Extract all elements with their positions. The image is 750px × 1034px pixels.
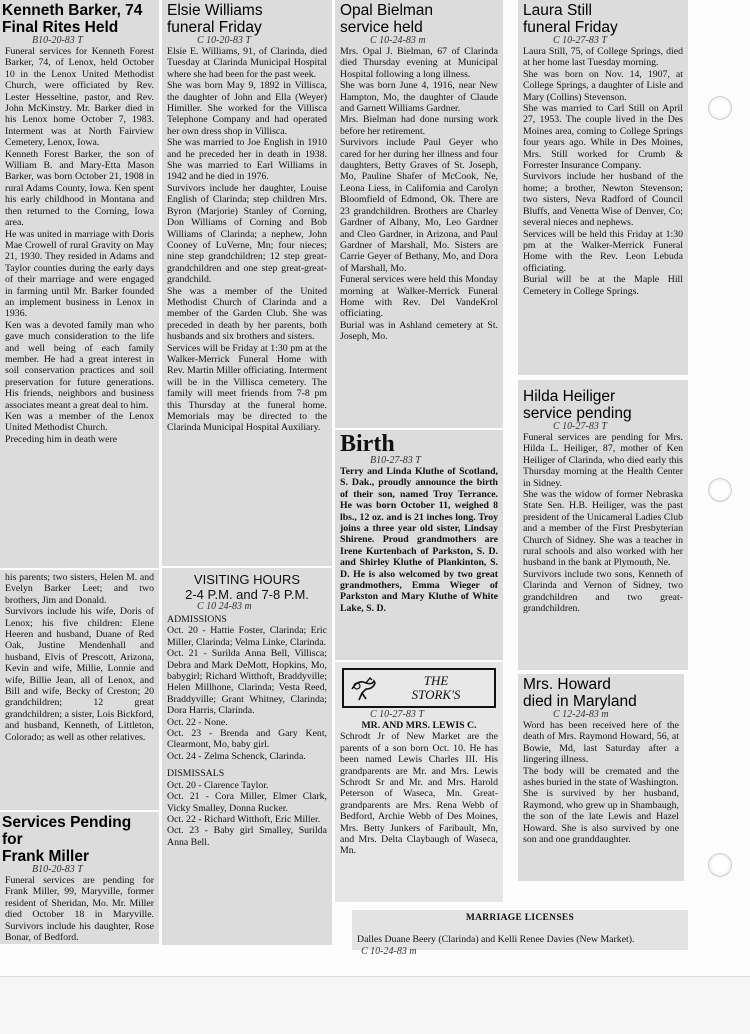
williams-body: Elsie E. Williams, 91, of Clarinda, died Tuesday at Clarinda Municipal Hospital where she had been for the past week. She was born May 9, 1892 in Villisca, the daughter of John and Ella (Weyer) Himiller. She worked for the Villisca Telephone Company and had operated her own dress shop in Villisca. She was married to Joe English in 1910 and he preceded her in death in 1938. She was married to Earl Williams in 1942 and he died in 1976. Survivors include her daughter, Louise English of Clarinda; step children Mrs. Byron (Marjorie) Stanley of Corning, Don Williams of Corning and Bob Williams of Clarinda; a nephew, John Cooney of LuVerne, Mn; four nieces; nine step grandchildren; 12 step great-grandchildren and one step great-great-grandchild. She was a member of the United Methodist Church of Clarinda and a member of the Garden Club. She was preceded in death by her parents, both husbands and six brothers and sisters. Services will be Friday at 1:30 pm at the Walker-Merrick Funeral Home with Rev. Martin Miller officiating. Interment will be in the Villisca cemetery. The family will meet friends from 7-8 pm this Thursday at the funeral home. Memorials may be directed to the Clarinda Municipal Hospital Auxiliary. — [167, 46, 327, 434]
heiliger-body: Funeral services are pending for Mrs. Hilda L. Heiliger, 87, mother of Ken Heiliger of Clarinda, who died early this Thursday morning at the Health Center in Sidney. She was the widow of former Nebraska State Sen. H.B. Heiliger, was the past president of the Unicameral Ladies Club and a member of the First Presbyterian Church of Sidney. She was a teacher in rural schools and also worked with her husband in the bank at Plymouth, Ne. Survivors include two sons, Kenneth of Clarinda and Vernon of Sidney, two grandchildren and two great-grandchildren. — [523, 432, 683, 615]
williams-headline-1: Elsie Williams — [167, 2, 263, 19]
still-body: Laura Still, 75, of College Springs, died at her home last Tuesday morning. She was born on Nov. 14, 1907, at College Springs, a daughter of Lisle and Mary (Collins) Stevenson. She was married to Carl Still on April 27, 1953. The couple lived in the Des Moines area, coming to College Springs four years ago. While in Des Moines, Mrs. Still worked for Crumb & Forrester Insurance Company. Survivors include her husband of the home; a brother, Newton Stevenson; two sisters, Neva Radford of Council Bluffs, and Venetta Wise of Denver, Co; several nieces and nephews. Services will be held this Friday at 1:30 pm at the Walker-Merrick Funeral Home with the Rev. Leon Lebuda officiating. Burial will be at the Maple Hill Cemetery in College Springs. — [523, 46, 683, 297]
heiliger-handwritten-date: C 10-27-83 T — [553, 421, 607, 432]
miller-headline-2: Frank Miller — [2, 848, 89, 865]
howard-handwritten-date: C 12-24-83 m — [553, 709, 609, 720]
williams-handwritten-date: C 10-20-83 T — [197, 35, 251, 46]
birth-body: Terry and Linda Kluthe of Scotland, S. Dak., proudly announce the birth of their son, named Troy Terrance. He was born October 11, weighed 8 lbs., 12 oz. and is 21 inches long. Troy joins a three year old sister, Lindsay Shirene. Proud grandmothers are Irene Kurtenbach of Parkston, S. D. and Shirley Kluthe of Plankinton, S. D. He is also welcomed by two great grandmothers, Emma Wieger of Parkston and Mary Kluthe of White Lake, S. D. — [340, 466, 498, 614]
clipping-hospital-visiting-hours — [162, 568, 332, 945]
visiting-hours-times: 2-4 P.M. and 7-8 P.M. — [185, 587, 309, 602]
clipping-williams-obituary — [162, 0, 332, 566]
still-handwritten-date: C 10-27-83 T — [553, 35, 607, 46]
marriage-licenses-heading: MARRIAGE LICENSES — [465, 913, 575, 923]
clipping-howard-notice — [518, 674, 684, 881]
howard-headline-1: Mrs. Howard — [523, 676, 611, 693]
visiting-handwritten-date: C 10 24-83 m — [197, 601, 252, 612]
clipping-storks-corner — [335, 662, 503, 902]
binder-hole-middle — [708, 478, 732, 502]
howard-body: Word has been received here of the death of Mrs. Raymond Howard, 56, at Bowie, Md, last Saturday after a lingering illness. The body will be cremated and the ashes buried in the state of Washington. She is survived by her husband, Raymond, who grew up in Shambaugh, the son of the late Lewis and Hazel Howard. She is also survived by one son and one granddaughter. — [523, 720, 679, 846]
clipping-birth-announcement — [335, 430, 503, 660]
williams-headline-2: funeral Friday — [167, 19, 262, 36]
clipping-barker-continued — [0, 570, 159, 810]
clipping-bielman-obituary — [335, 0, 503, 428]
heiliger-headline-1: Hilda Heiliger — [523, 388, 616, 405]
clipping-barker-obituary — [0, 0, 159, 568]
birth-handwritten-date: B10-27-83 T — [370, 455, 421, 466]
barker-body-continued: his parents; two sisters, Helen M. and Evelyn Barker Leet; and two brothers, Jim and Donald. Survivors include his wife, Doris of Lenox; his five children: Elene Heeren and husband, Duane of Red Oak, Justine Mendenhall and husband, Elvis of Prescott, Arizona, Kevin and wife, Millie, Lonnie and wife, Billie Jean, all of Lenox, and Bill and wife, Becky of Creston; 20 grandchildren; 12 great grandchildren; a sister, Lois Bickford, and husband, Kenneth, of Littleton, Colorado; as well as other relatives. — [5, 572, 154, 743]
logo-text-line-2: STORK'S — [411, 687, 461, 702]
stork-icon — [348, 673, 378, 703]
marriage-handwritten-date: C 10-24-83 m — [361, 945, 417, 957]
dismissals-label: DISMISSALS — [167, 768, 225, 780]
still-headline-2: funeral Friday — [523, 19, 618, 36]
barker-headline-2: Final Rites Held — [2, 19, 119, 36]
bielman-headline-1: Opal Bielman — [340, 2, 434, 19]
still-headline-1: Laura Still — [523, 2, 592, 19]
bielman-headline-2: service held — [340, 19, 423, 36]
miller-body: Funeral services are pending for Frank Miller, 99, Maryville, former resident of Sheridan, Mo. Mr. Miller died October 18 in Maryville. Survivors include his daughter, Rose Bonar, of Bedford. — [5, 875, 154, 944]
clipping-miller-notice — [0, 812, 159, 944]
birth-headline: Birth — [340, 431, 395, 457]
admissions-label: ADMISSIONS — [167, 614, 227, 625]
visiting-hours-title: VISITING HOURS — [193, 572, 301, 587]
marriage-license-entry: Dalles Duane Beery (Clarinda) and Kelli Renee Davies (New Market). — [357, 934, 635, 946]
barker-handwritten-date: B10-20-83 T — [32, 35, 83, 46]
clipping-heiliger-notice — [518, 380, 688, 670]
barker-headline-1: Kenneth Barker, 74 — [2, 2, 143, 19]
dismissals-list: Oct. 20 - Clarence Taylor. Oct. 21 - Cora Miller, Elmer Clark, Vicky Smalley, Donna Rucker. Oct. 22 - Richard Witthoft, Eric Miller. Oct. 23 - Baby girl Smalley, Surilda Anna Bell. — [167, 779, 327, 848]
heiliger-headline-2: service pending — [523, 405, 632, 422]
storks-corner-logo — [342, 668, 496, 708]
miller-headline-1: Services Pending for — [2, 814, 132, 848]
howard-headline-2: died in Maryland — [523, 693, 637, 710]
logo-text-line-1: THE — [423, 673, 449, 688]
binder-hole-bottom — [708, 853, 732, 877]
bielman-handwritten-date: C 10-24-83 m — [370, 35, 426, 46]
stork-parent-names: MR. AND MRS. LEWIS C. — [361, 720, 477, 731]
marriage-licenses-body — [357, 923, 683, 957]
stork-handwritten-date: C 10-27-83 T — [370, 709, 424, 720]
storks-corner-logo-text — [378, 674, 494, 702]
barker-body: Funeral services for Kenneth Forest Barker, 74, of Lenox, held October 10 in the Lenox United Methodist Church, were officiated by Rev. Lester Hesseltine, pastor, and Rev. John McKinstry. Mr. Barker died in his Lenox home October 7, 1983. Interment was at North Fairview Cemetery, Lenox, Iowa. Kenneth Forest Barker, the son of William B. and Mary-Etta Mason Barker, was born October 21, 1908 in rural Adams County, Iowa. Ken spent his early childhood in Montana and then returned to the Corning, Iowa area. He was united in marriage with Doris Mae Crowell of rural Gravity on May 21, 1930. They resided in Adams and Taylor counties during the early days of their marriage and were engaged in farming until Mr. Barker founded an implement business in Lenox in 1936. Ken was a devoted family man who gave much consideration to the life and well being of each family member. He had a great interest in soil conservation practices and soil preservation for future generations. His friends, neighbors and business associates meant a great deal to him. Ken was a member of the Lenox United Methodist Church. Preceding him in death were — [5, 46, 154, 445]
clipping-still-obituary — [518, 0, 688, 375]
bielman-body: Mrs. Opal J. Bielman, 67 of Clarinda died Thursday evening at Municipal Hospital following a long illness. She was born June 4, 1916, near New Hampton, Mo, the daughter of Claude and Garnett Williams Gardner. Mrs. Bielman had done nursing work before her retirement. Survivors include Paul Geyer who cared for her during her illness and four daughters, Betty Graves of St. Joseph, Mo, Pauline Shafer of McCook, Ne, Leona Liess, in California and Carolyn Bloomfield of Edmond, Ok. There are 23 grandchildren. Brothers are Charley Gardner of Albany, Mo, Leo Gardner and Cleo Gardner, in Arizona, and Paul Gardner of Marshall, Mo. Sisters are Carrie Geyer of Bethany, Mo, and Dora of Marshall, Mo. Funeral services were held this Monday morning at Walker-Merrick Funeral Home with Rev. Del VandeKrol officiating. Burial was in Ashland cemetery at St. Joseph, Mo. — [340, 46, 498, 343]
stork-body: Schrodt Jr of New Market are the parents of a son born Oct. 10. He has been named Lewis Charles III. His grandparents are Mr. and Mrs. Lewis Schrodt Sr and Mr. and Mrs. Harold Peterson of Waseca, Mn. Great-grandparents are Mrs. Rena Webb of Bedford, Archie Webb of Des Moines, Mrs. Betty Junkers of Faribault, Mn, and Mrs. Delta Claybaugh of Waseca, Mn. — [340, 731, 498, 857]
binder-hole-top — [708, 96, 732, 120]
miller-handwritten-date: B10-20-83 T — [32, 864, 83, 875]
clipping-marriage-licenses — [352, 910, 688, 957]
page-bottom-edge — [0, 976, 750, 1034]
admissions-list: Oct. 20 - Hattie Foster, Clarinda; Eric Miller, Clarinda; Velma Linke, Clarinda. Oct. 21 - Surilda Anna Bell, Villisca; Debra and Mark DeMott, Hopkins, Mo, babygirl; Richard Witthoft, Braddyville; Helen Millhone, Clarinda; Vesta Reed, Braddyville; Grant Whitney, Clarinda; Dora Harris, Clarinda. Oct. 22 - None. Oct. 23 - Brenda and Gary Kent, Clearmont, Mo, baby girl. Oct. 24 - Zelma Schenck, Clarinda. — [167, 625, 327, 762]
